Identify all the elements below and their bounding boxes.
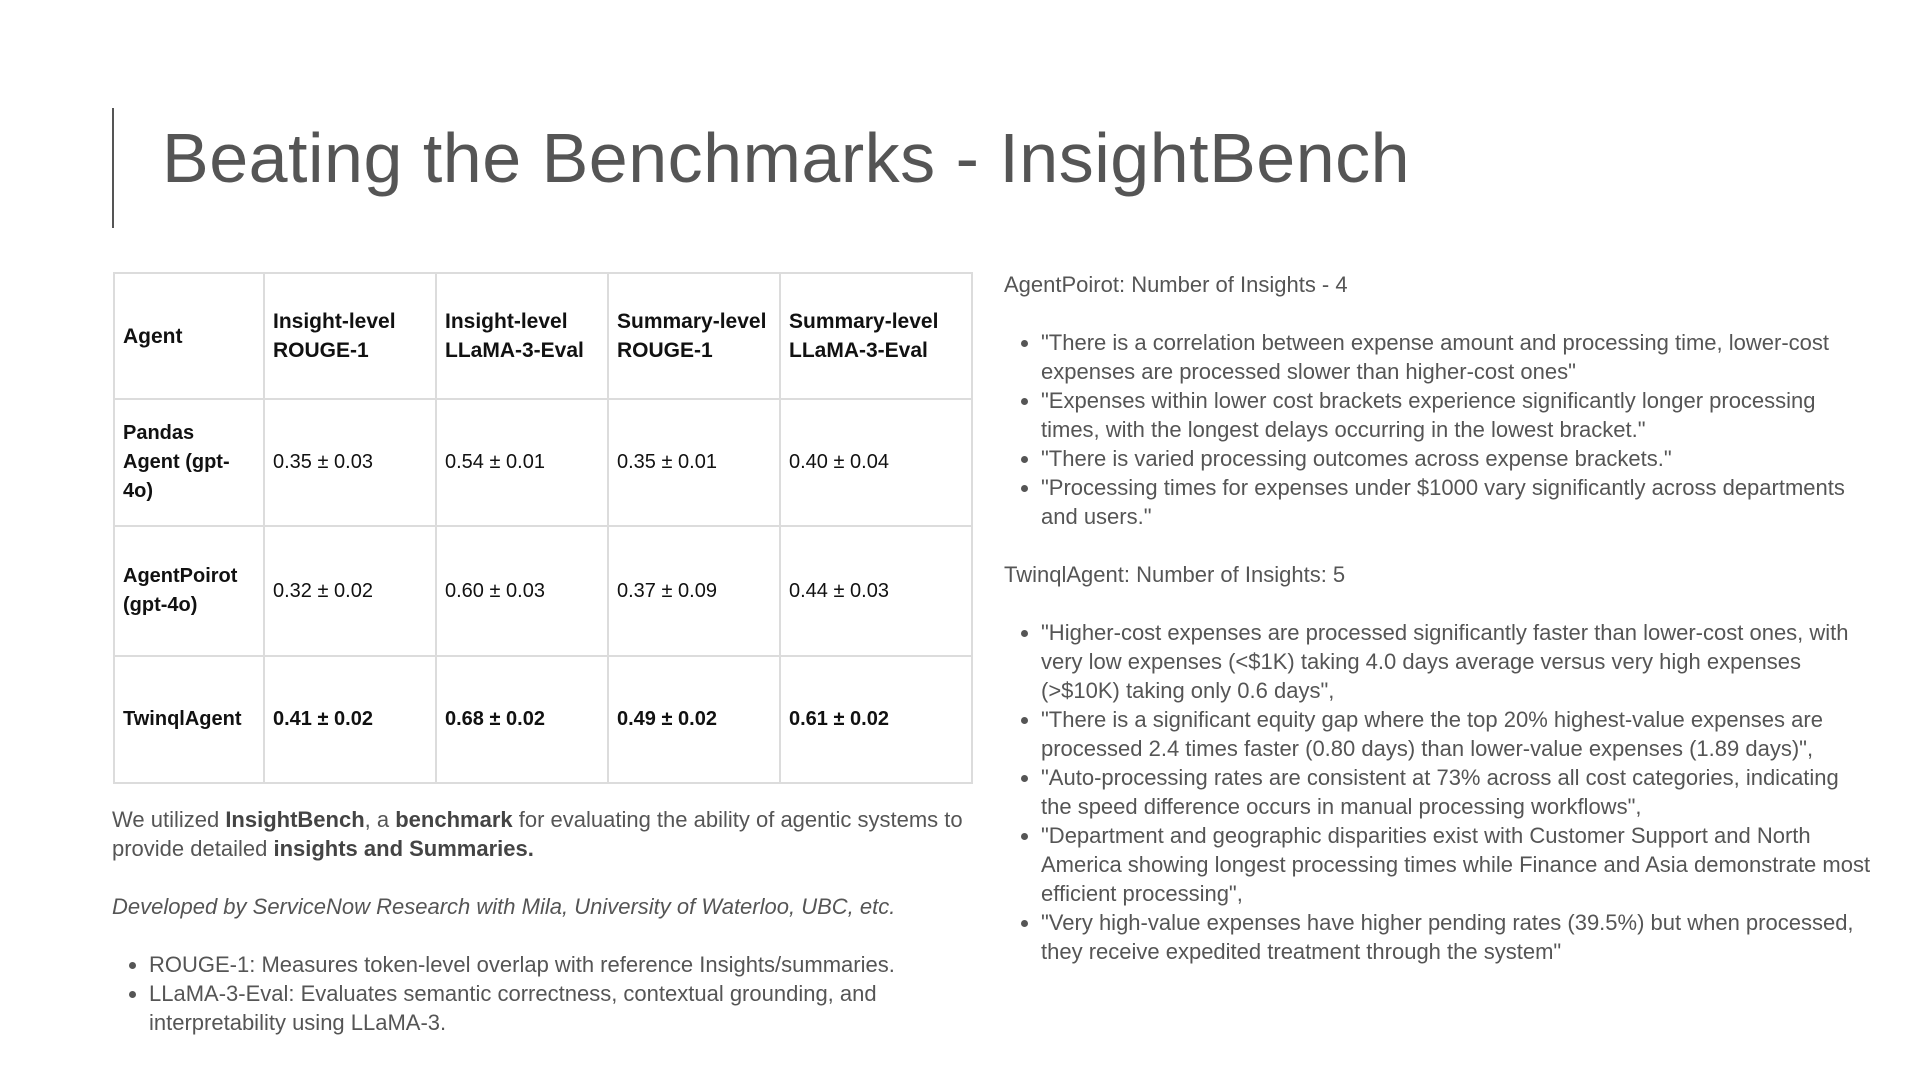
list-item: • LLaMA-3-Eval: Evaluates semantic correctness, contextual grounding, and interpretability using LLaMA-3. — [149, 979, 972, 1037]
value-cell: 0.60 ± 0.03 — [436, 526, 608, 656]
metrics-list — [112, 950, 972, 1037]
agent-cell: AgentPoirot (gpt-4o) — [114, 526, 264, 656]
list-item: • "Very high-value expenses have higher pending rates (39.5%) but when processed, they receive expedited treatment through the system" — [1041, 908, 1874, 966]
value-cell: 0.35 ± 0.01 — [608, 399, 780, 526]
agent-cell: Pandas Agent (gpt-4o) — [114, 399, 264, 526]
title-accent-bar — [112, 108, 114, 228]
list-item: • "Higher-cost expenses are processed significantly faster than lower-cost ones, with very low expenses (<$1K) taking 4.0 days average versus very high expenses (>$10K) taking only 0.6 days", — [1041, 618, 1874, 705]
header-cell: Summary-level ROUGE-1 — [608, 273, 780, 399]
value-cell: 0.68 ± 0.02 — [436, 656, 608, 783]
list-item: • "Department and geographic disparities exist with Customer Support and North America showing longest processing times while Finance and Asia demonstrate most efficient processing", — [1041, 821, 1874, 908]
value-cell: 0.35 ± 0.03 — [264, 399, 436, 526]
value-cell: 0.41 ± 0.02 — [264, 656, 436, 783]
list-item: • "There is a correlation between expense amount and processing time, lower-cost expenses are processed slower than higher-cost ones" — [1041, 328, 1874, 386]
table-row — [114, 656, 972, 783]
text-span: We utilized — [112, 807, 226, 832]
list-item: • "Auto-processing rates are consistent at 73% across all cost categories, indicating the speed difference occurs in manual processing workflows", — [1041, 763, 1874, 821]
twinql-heading: TwinqlAgent: Number of Insights: 5 — [1004, 562, 1346, 587]
value-cell: 0.54 ± 0.01 — [436, 399, 608, 526]
poirot-heading: AgentPoirot: Number of Insights - 4 — [1004, 272, 1348, 297]
table-row — [114, 526, 972, 656]
benchmark-description — [112, 805, 972, 1037]
list-item: • ROUGE-1: Measures token-level overlap with reference Insights/summaries. — [149, 950, 972, 979]
table-header-row — [114, 273, 972, 399]
value-cell: 0.37 ± 0.09 — [608, 526, 780, 656]
text-bold: insights and Summaries. — [273, 836, 534, 861]
value-cell: 0.32 ± 0.02 — [264, 526, 436, 656]
benchmark-table — [113, 272, 973, 784]
text-bold: benchmark — [395, 807, 513, 832]
header-cell: Insight-level LLaMA-3-Eval — [436, 273, 608, 399]
text-span: , a — [364, 807, 396, 832]
header-cell: Agent — [114, 273, 264, 399]
text-span: for evaluating the ability of agentic systems to provide detailed — [112, 807, 963, 861]
value-cell: 0.49 ± 0.02 — [608, 656, 780, 783]
description-paragraph — [112, 805, 972, 863]
twinql-insights-list — [1004, 618, 1874, 966]
agent-cell: TwinqlAgent — [114, 656, 264, 783]
value-cell: 0.40 ± 0.04 — [780, 399, 972, 526]
credit-text: Developed by ServiceNow Research with Mila, University of Waterloo, UBC, etc. — [112, 894, 896, 919]
credit-line — [112, 892, 972, 921]
list-item: • "There is varied processing outcomes across expense brackets." — [1041, 444, 1874, 473]
list-item: • "Processing times for expenses under $1000 vary significantly across departments and users." — [1041, 473, 1874, 531]
table-row — [114, 399, 972, 526]
text-bold: InsightBench — [225, 807, 365, 832]
list-item: • "Expenses within lower cost brackets experience significantly longer processing times, with the longest delays occurring in the lowest bracket." — [1041, 386, 1874, 444]
header-cell: Summary-level LLaMA-3-Eval — [780, 273, 972, 399]
list-item: • "There is a significant equity gap where the top 20% highest-value expenses are processed 2.4 times faster (0.80 days) than lower-value expenses (1.89 days)", — [1041, 705, 1874, 763]
poirot-insights-list — [1004, 328, 1874, 531]
header-cell: Insight-level ROUGE-1 — [264, 273, 436, 399]
value-cell: 0.44 ± 0.03 — [780, 526, 972, 656]
insights-panel — [1004, 270, 1874, 966]
value-cell: 0.61 ± 0.02 — [780, 656, 972, 783]
page-title: Beating the Benchmarks - InsightBench — [162, 119, 1411, 197]
